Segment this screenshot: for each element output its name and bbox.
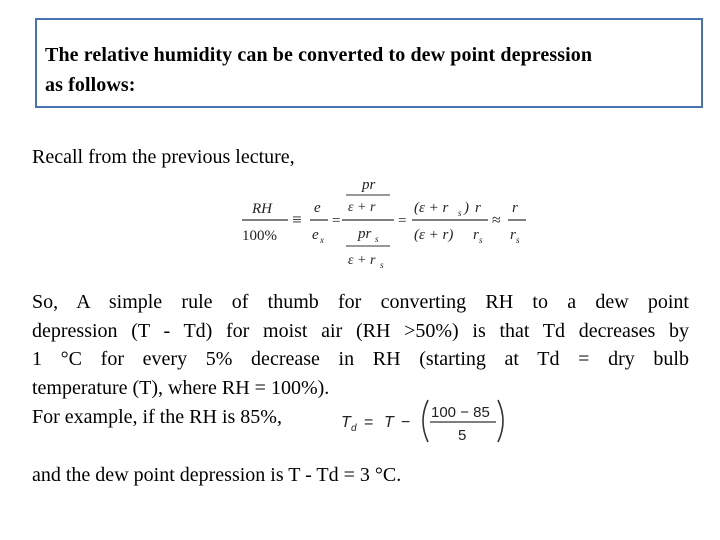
eq2-minus: − — [401, 414, 411, 431]
eq1-rs-sub: s — [516, 235, 520, 245]
eq1-rh: RH — [252, 201, 272, 217]
eq1-e: e — [314, 200, 321, 216]
paragraph-line-3: 1 °C for every 5% decrease in RH (starting at Td = dry bulb — [32, 348, 689, 370]
eq1-den-rs: r — [473, 227, 479, 243]
td-equation — [338, 396, 508, 446]
title-line-1: The relative humidity can be converted to dew point depression — [45, 44, 593, 66]
eq2-eq: = — [364, 414, 374, 431]
eq1-prs-sub: s — [375, 234, 379, 244]
eq1-ex-sub: x — [320, 235, 324, 245]
rule-of-thumb-paragraph — [32, 288, 689, 402]
conclusion-text: and the dew point depression is T - Td = 3 °C. — [32, 464, 402, 486]
eq1-r: r — [512, 200, 518, 216]
eq1-pr: pr — [362, 177, 376, 193]
eq2-td-sub: d — [351, 423, 357, 434]
eq1-eps-rs-sub: s — [380, 260, 384, 270]
eq2-left-paren — [423, 400, 428, 442]
title-text — [45, 40, 693, 100]
title-line-2: as follows: — [45, 74, 136, 96]
recall-text: Recall from the previous lecture, — [32, 146, 295, 168]
paragraph-line-2: depression (T - Td) for moist air (RH >50%) is that Td decreases by — [32, 319, 689, 342]
eq2-denominator: 5 — [458, 427, 467, 444]
eq1-eps-r: ε + r — [348, 200, 376, 215]
eq1-num-paren: (ε + r — [414, 200, 449, 216]
eq1-eq-2: = — [398, 213, 407, 229]
eq1-approx: ≈ — [492, 212, 501, 229]
eq1-prs: pr — [358, 226, 372, 242]
eq1-equiv: ≡ — [292, 210, 302, 229]
eq1-den-paren: (ε + r) — [414, 227, 454, 243]
title-box — [35, 18, 703, 108]
eq1-pct: 100% — [242, 228, 277, 244]
eq1-num-paren-close: ) — [464, 200, 469, 216]
example-text: For example, if the RH is 85%, — [32, 406, 282, 428]
eq1-num-paren-sub: s — [458, 208, 462, 218]
eq1-rs: r — [510, 227, 516, 243]
eq1-ex: e — [312, 227, 319, 243]
eq1-eq-1: = — [332, 213, 341, 229]
eq2-td: T — [341, 414, 351, 431]
eq2-numerator: 100 − 85 — [431, 404, 490, 421]
eq2-right-paren — [498, 400, 503, 442]
eq2-t: T — [384, 414, 394, 431]
eq1-den-rs-sub: s — [479, 235, 483, 245]
eq1-num-r: r — [475, 200, 481, 216]
eq1-eps-rs: ε + r — [348, 253, 376, 268]
rh-equation — [238, 174, 534, 274]
paragraph-line-4: temperature (T), where RH = 100%). — [32, 376, 330, 399]
paragraph-line-1: So, A simple rule of thumb for converting RH to a dew point — [32, 291, 689, 313]
